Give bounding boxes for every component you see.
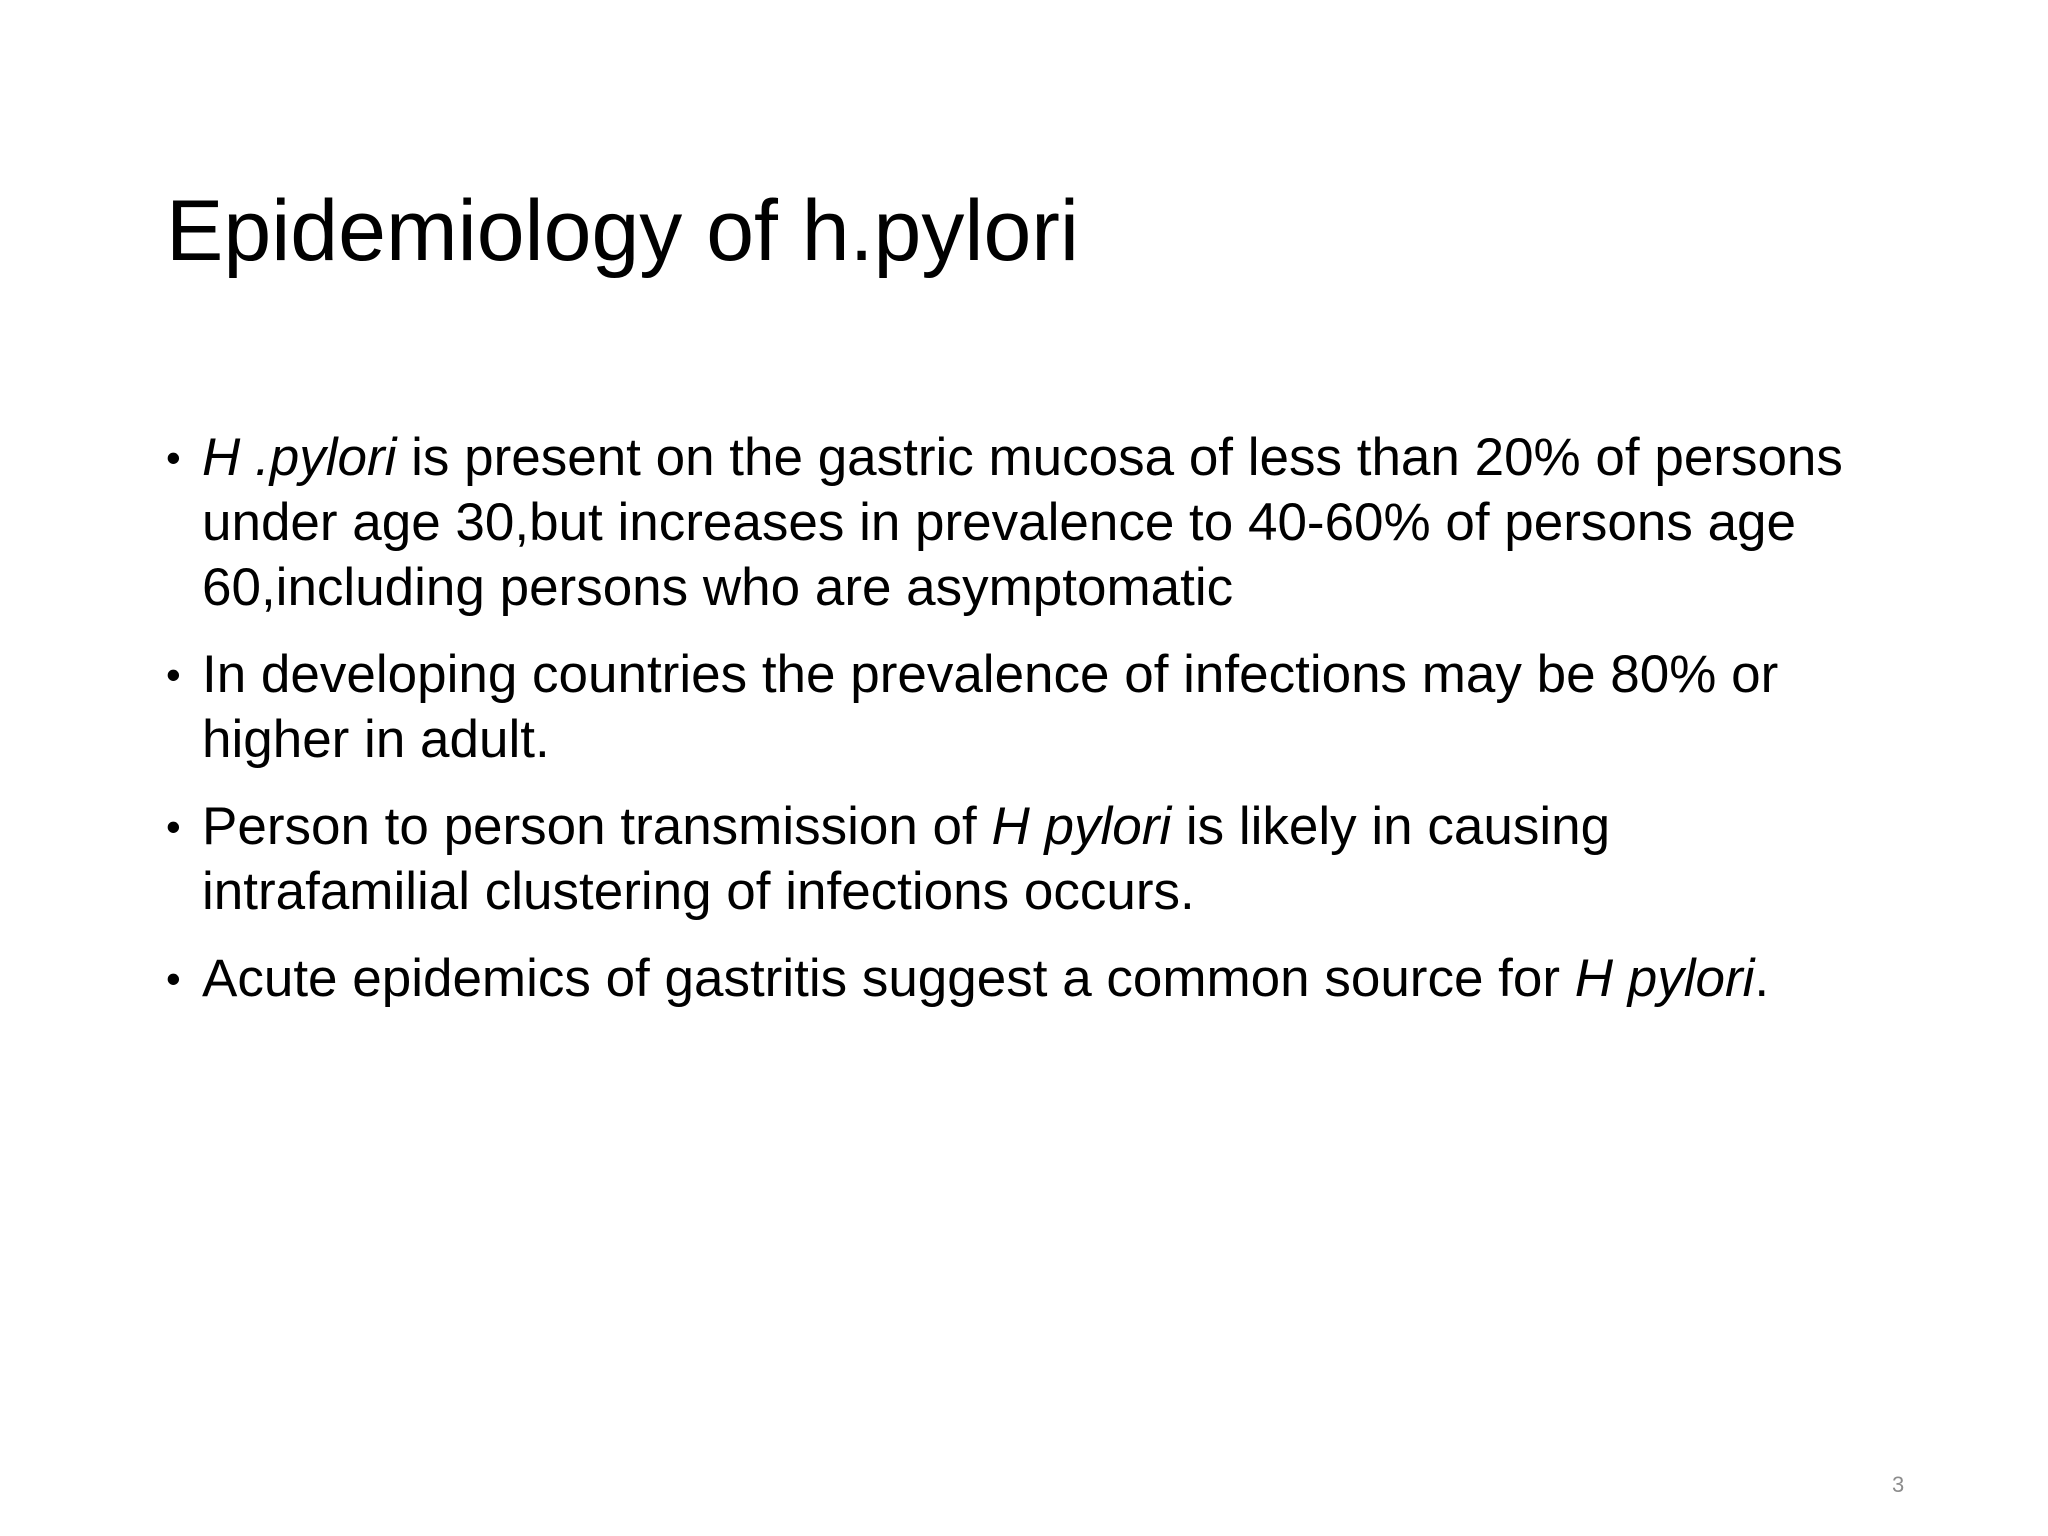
bullet-text: . [1754,949,1770,1008]
slide-title: Epidemiology of h.pylori [166,183,1080,279]
bullet-item [160,642,1920,772]
bullet-icon: • [166,955,181,1002]
bullet-line: higher in adult. [202,710,550,769]
bullet-line: under age 30,but increases in prevalence to 40-60% of persons age [202,493,1797,552]
organism-name: H pylori [1574,949,1755,1008]
bullet-list [160,425,1920,1033]
organism-name: H pylori [991,797,1172,856]
bullet-text: Acute epidemics of gastritis suggest a common source for [202,949,1575,1008]
page-number: 3 [1892,1472,1905,1497]
bullet-line: intrafamilial clustering of infections occurs. [202,862,1195,921]
bullet-line [202,425,1920,490]
bullet-item [160,946,1920,1011]
bullet-icon: • [166,803,181,850]
bullet-icon: • [166,434,181,481]
bullet-line [202,794,1920,859]
bullet-icon: • [166,651,181,698]
bullet-line: 60,including persons who are asymptomatic [202,558,1234,617]
organism-name: H .pylori [202,428,397,487]
bullet-text: Person to person transmission of [202,797,992,856]
bullet-line [202,946,1920,1011]
bullet-item [160,794,1920,924]
bullet-text: is present on the gastric mucosa of less than 20% of persons [396,428,1843,487]
bullet-line: In developing countries the prevalence of infections may be 80% or [202,645,1779,704]
bullet-item [160,425,1920,620]
bullet-text: is likely in causing [1171,797,1611,856]
